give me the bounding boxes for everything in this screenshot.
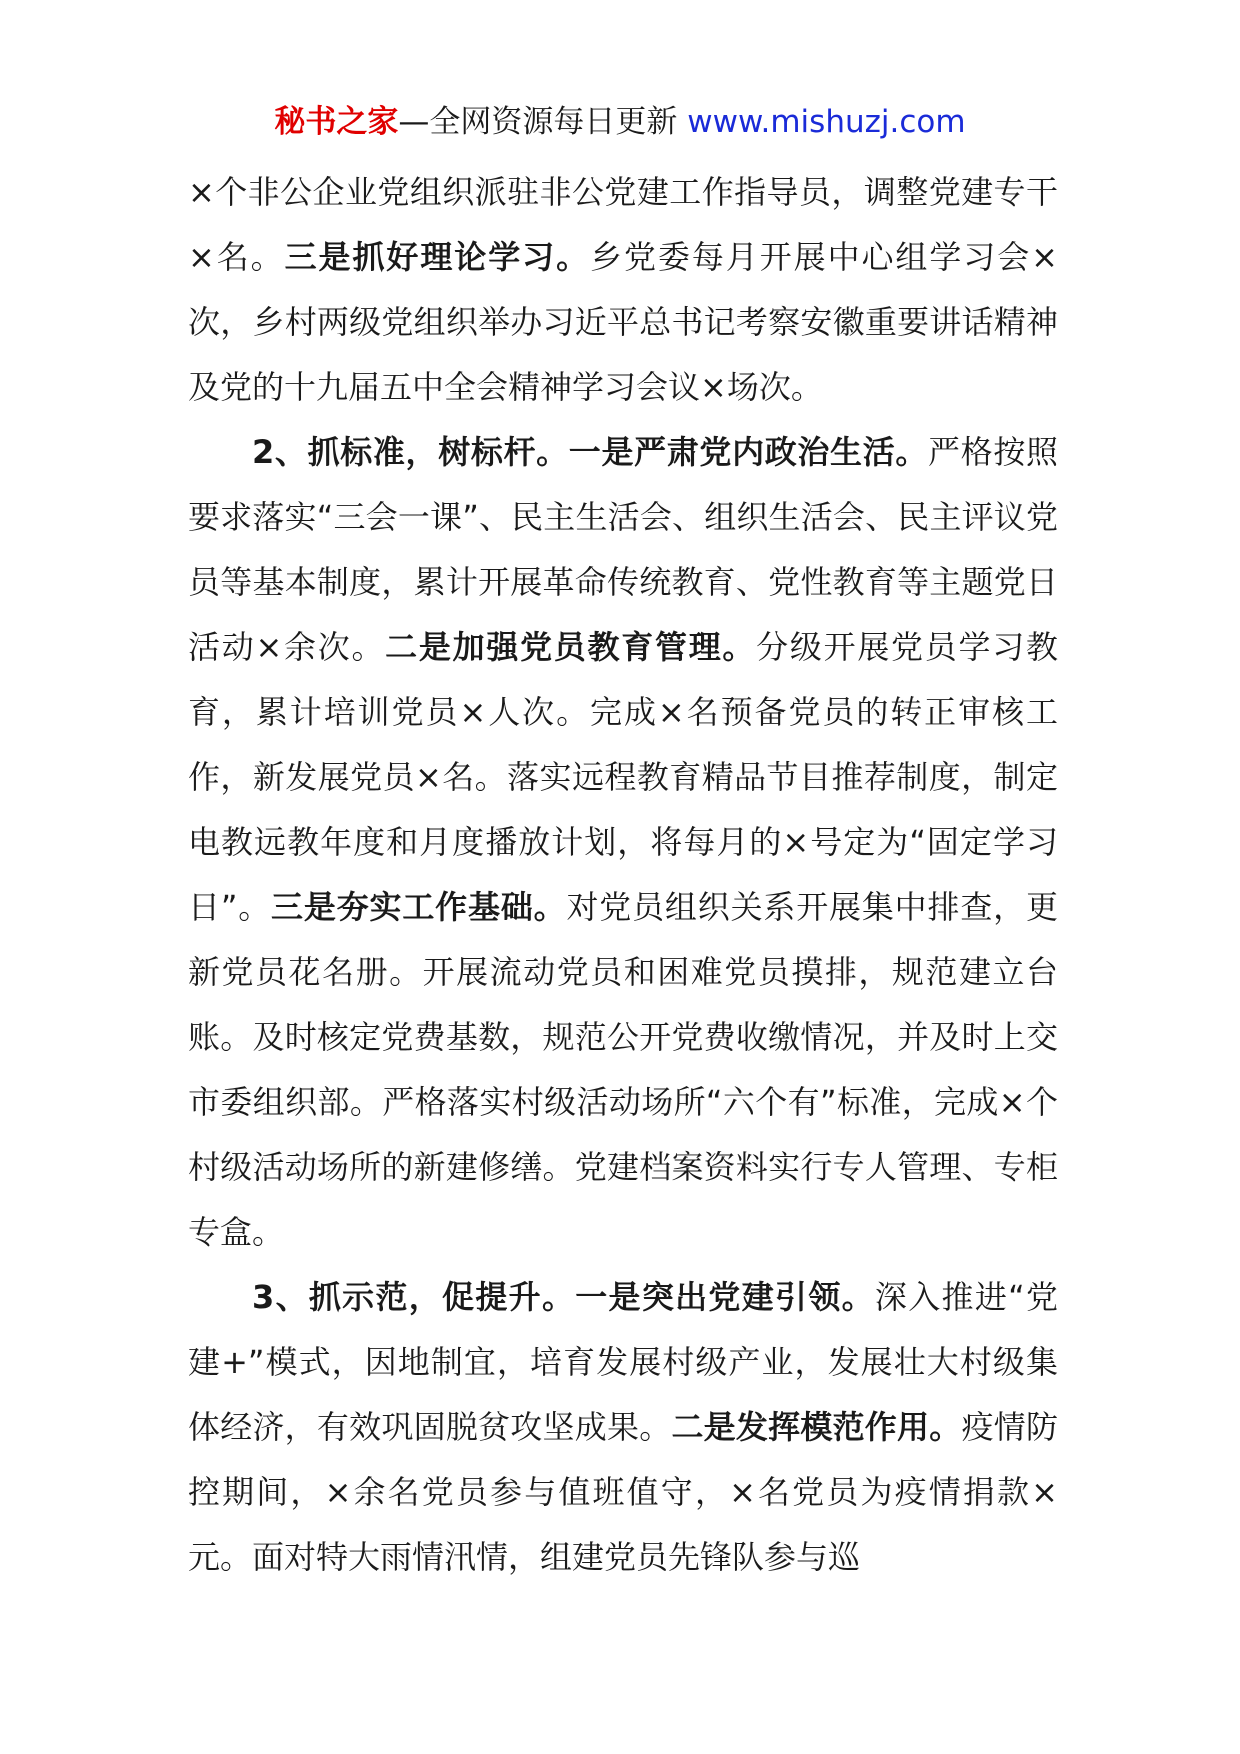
page-header [0,102,1240,142]
paragraph-2 [188,420,1058,1265]
paragraph-3 [188,1265,1058,1590]
text-segment: 对党员组织关系开展集中排查，更新党员花名册。开展流动党员和困难党员摸排，规范建立台账。及时核定党费基数，规范公开党费收缴情况，并及时上交市委组织部。严格落实村级活动场所“六个有”标准，完成×个村级活动场所的新建修缮。党建档案资料实行专人管理、专柜专盒。 [188,888,1058,1251]
text-segment: 严格按照要求落实“三会一课”、民主生活会、组织生活会、民主评议党员等基本制度，累计开展革命传统教育、党性教育等主题党日活动×余次。 [188,433,1058,666]
brand-name: 秘书之家 [274,104,399,140]
document-body [188,160,1058,1590]
paragraph-1 [188,160,1058,420]
text-segment: 疫情防控期间，×余名党员参与值班值守，×名党员为疫情捐款×元。面对特大雨情汛情，组建党员先锋队参与巡 [188,1408,1058,1576]
bold-heading: 2、抓标准，树标杆。一是严肃党内政治生活。 [252,433,929,471]
bold-heading: 三是抓好理论学习。 [284,238,591,276]
header-slogan: —全网资源每日更新 [398,104,688,140]
text-segment: 乡党委每月开展中心组学习会×次，乡村两级党组织举办习近平总书记考察安徽重要讲话精神及党的十九届五中全会精神学习会议×场次。 [188,238,1058,406]
bold-heading: 三是夯实工作基础。 [271,888,567,926]
text-segment: 分级开展党员学习教育，累计培训党员×人次。完成×名预备党员的转正审核工作，新发展党员×名。落实远程教育精品节目推荐制度，制定电教远教年度和月度播放计划，将每月的×号定为“固定学习日”。 [188,628,1058,926]
bold-heading: 二是加强党员教育管理。 [385,628,757,666]
text-segment: 深入推进“党建+”模式，因地制宜，培育发展村级产业，发展壮大村级集体经济，有效巩固脱贫攻坚成果。 [188,1278,1058,1446]
bold-heading: 3、抓示范，促提升。一是突出党建引领。 [252,1278,875,1316]
site-url: www.mishuzj.com [687,104,966,140]
bold-heading: 二是发挥模范作用。 [671,1408,962,1446]
text-segment: ×个非公企业党组织派驻非公党建工作指导员，调整党建专干×名。 [188,173,1058,276]
